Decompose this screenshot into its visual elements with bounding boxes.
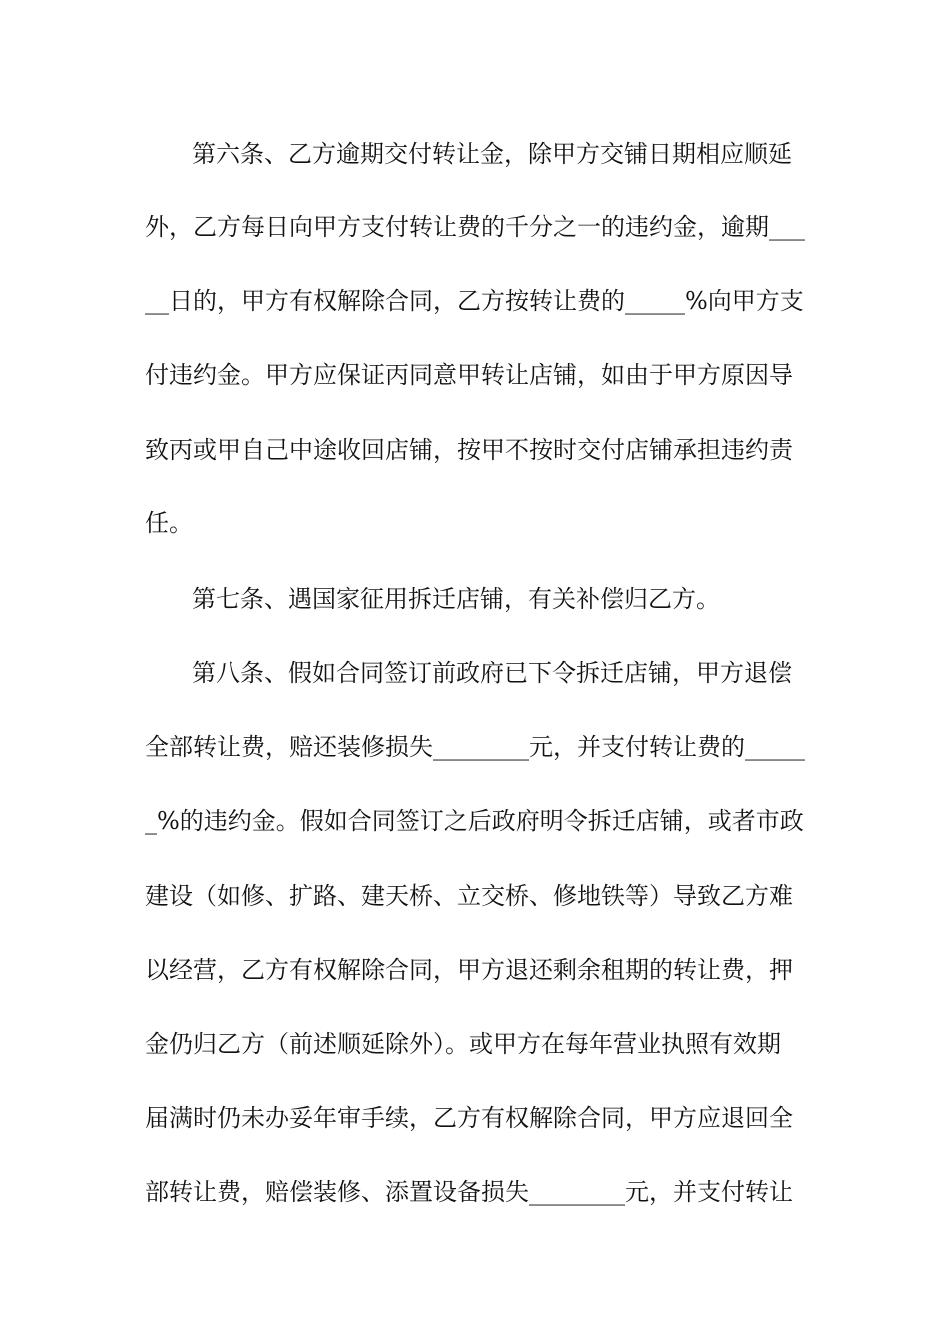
text-line [0, 579, 950, 619]
line-text: 第六条、乙方逾期交付转让金，除甲方交铺日期相应顺延 [192, 140, 792, 168]
text-line [0, 207, 950, 247]
text-line [0, 503, 950, 543]
line-text: __日的，甲方有权解除合同，乙方按转让费的_____%向甲方支 [145, 287, 804, 315]
line-text: 全部转让费，赔还装修损失________元，并支付转让费的_____ [145, 733, 805, 761]
line-text: 届满时仍未办妥年审手续，乙方有权解除合同，甲方应退回全 [145, 1104, 793, 1132]
line-text: 付违约金。甲方应保证丙同意甲转让店铺，如由于甲方原因导 [145, 361, 793, 389]
text-line [0, 1172, 950, 1212]
text-line [0, 281, 950, 321]
text-line [0, 1024, 950, 1064]
text-line [0, 430, 950, 470]
text-line [0, 355, 950, 395]
text-line [0, 950, 950, 990]
text-line [0, 653, 950, 693]
line-text: _%的违约金。假如合同签订之后政府明令拆迁店铺，或者市政 [145, 807, 804, 835]
line-text: 以经营，乙方有权解除合同，甲方退还剩余租期的转让费，押 [145, 956, 793, 984]
line-text: 金仍归乙方（前述顺延除外）。或甲方在每年营业执照有效期 [145, 1030, 781, 1058]
line-text: 建设（如修、扩路、建天桥、立交桥、修地铁等）导致乙方难 [145, 882, 793, 910]
text-line [0, 134, 950, 174]
line-text: 第八条、假如合同签订前政府已下令拆迁店铺，甲方退偿 [192, 659, 792, 687]
line-text: 致丙或甲自己中途收回店铺，按甲不按时交付店铺承担违约责 [145, 436, 793, 464]
line-text: 外，乙方每日向甲方支付转让费的千分之一的违约金，逾期___ [145, 213, 805, 241]
text-line [0, 1098, 950, 1138]
text-line [0, 876, 950, 916]
line-text: 任。 [145, 509, 193, 537]
text-line [0, 801, 950, 841]
text-line [0, 727, 950, 767]
line-text: 第七条、遇国家征用拆迁店铺，有关补偿归乙方。 [192, 585, 720, 613]
line-text: 部转让费，赔偿装修、添置设备损失________元，并支付转让 [145, 1178, 793, 1206]
